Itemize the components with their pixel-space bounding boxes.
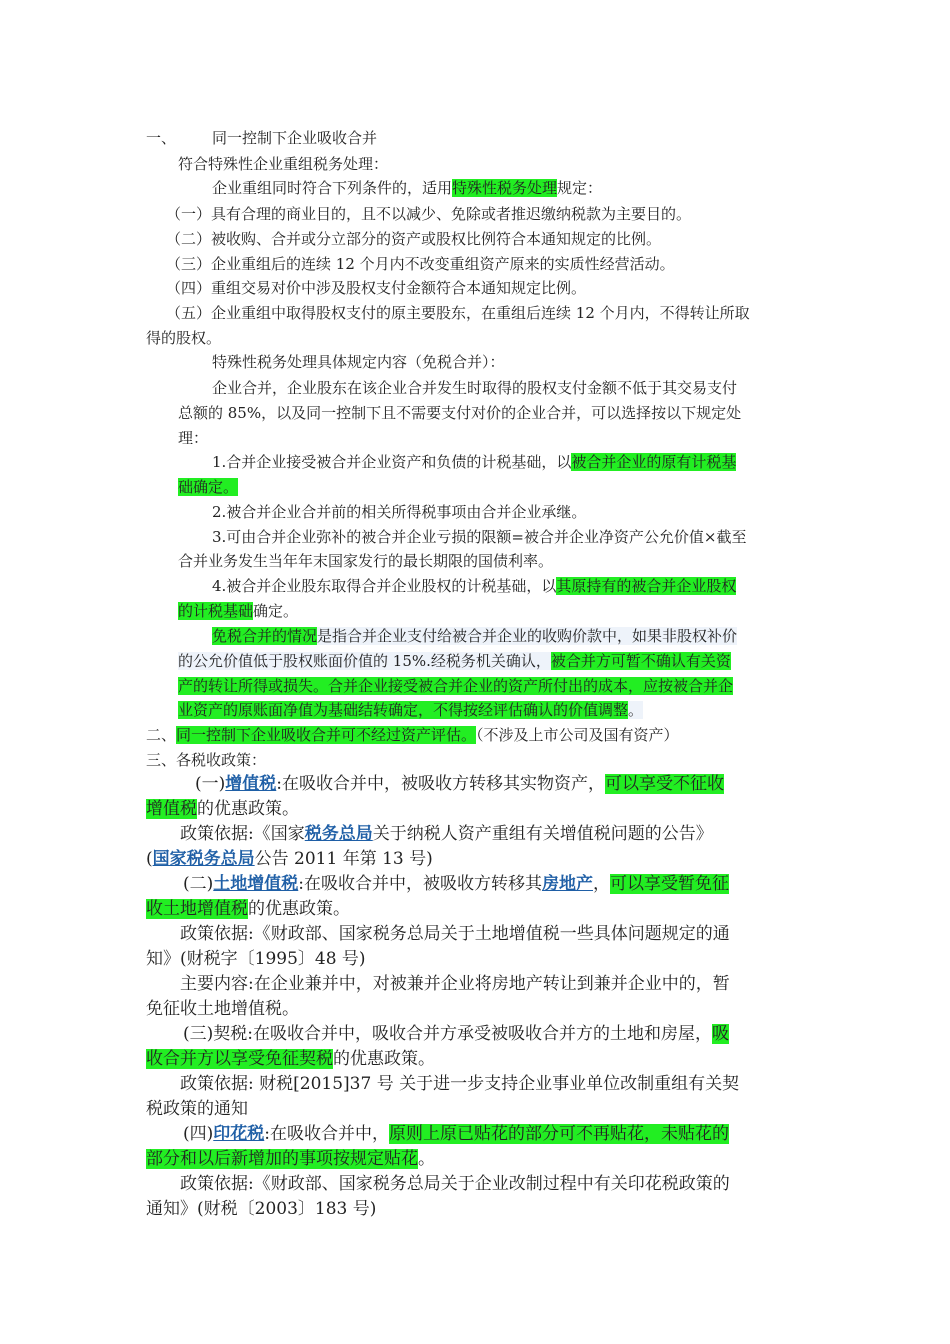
section3-title: 三、各税收政策： — [146, 751, 267, 769]
highlight-section2: 同一控制下企业吸收合并可不经过资产评估。 — [176, 726, 477, 744]
highlight-exemption: 免税合并的情况 — [212, 627, 318, 645]
deed-tax-line1: (三)契税:在吸收合并中，吸收合并方承受被吸收合并方的土地和房屋，吸 — [183, 1024, 729, 1044]
rule-1: 1.合并企业接受被合并企业资产和负债的计税基础，以被合并企业的原有计税基 — [212, 453, 737, 471]
highlight-rule-1: 被合并企业的原有计税基 — [571, 453, 737, 471]
section1-title: 同一控制下企业吸收合并 — [212, 129, 378, 147]
exemption-line1: 免税合并的情况是指合并企业支付给被合并企业的收购价款中，如果非股权补价 — [212, 627, 738, 645]
exemption-line2: 的公允价值低于股权账面价值的 15%.经税务机关确认，被合并方可暂不确认有关资 — [178, 652, 731, 670]
condition-item-5-cont: 得的股权。 — [146, 329, 222, 347]
vat-link[interactable]: 增值税 — [225, 774, 277, 794]
stamp-tax-link[interactable]: 印花税 — [213, 1124, 265, 1144]
vat-basis-line1: 政策依据:《国家税务总局关于纳税人资产重组有关增值税问题的公告》 — [180, 824, 713, 844]
rule-4: 4.被合并企业股东取得合并企业股权的计税基础，以其原持有的被合并企业股权 — [212, 577, 737, 595]
stamp-tax-line2: 部分和以后新增加的事项按规定贴花。 — [146, 1149, 435, 1169]
exemption-line3: 产的转让所得或损失。合并企业接受被合并企业的资产所付出的成本，应按被合并企 — [178, 677, 734, 695]
stamp-tax-line1: (四)印花税:在吸收合并中，原则上原已贴花的部分可不再贴花，未贴花的 — [183, 1124, 729, 1144]
section1-intro: 符合特殊性企业重组税务处理： — [178, 155, 389, 173]
rule-4-cont: 的计税基础确定。 — [178, 602, 299, 620]
rule-1-cont: 础确定。 — [178, 478, 239, 496]
vat-line2: 增值税的优惠政策。 — [146, 799, 299, 819]
section1-number: 一、 — [146, 129, 177, 147]
condition-item-3: （三）企业重组后的连续 12 个月内不改变重组资产原来的实质性经营活动。 — [166, 255, 675, 273]
condition-item-1: （一）具有合理的商业目的，且不以减少、免除或者推迟缴纳税款为主要目的。 — [166, 205, 692, 223]
deed-tax-line2: 收合并方以享受免征契税的优惠政策。 — [146, 1049, 435, 1069]
merge-paragraph-line1: 企业合并，企业股东在该企业合并发生时取得的股权支付金额不低于其交易支付 — [212, 379, 738, 397]
conditions-intro: 企业重组同时符合下列条件的，适用特殊性税务处理规定： — [212, 179, 603, 197]
rule-3-cont: 合并业务发生当年年末国家发行的最长期限的国债利率。 — [178, 552, 554, 570]
vat-line1: (一)增值税:在吸收合并中，被吸收方转移其实物资产，可以享受不征收 — [195, 774, 724, 794]
rule-2: 2.被合并企业合并前的相关所得税事项由合并企业承继。 — [212, 503, 587, 521]
real-estate-link[interactable]: 房地产 — [542, 874, 593, 894]
exemption-line4: 业资产的原账面净值为基础结转确定，不得按经评估确认的价值调整。 — [178, 701, 644, 719]
rule-3: 3.可由合并企业弥补的被合并企业亏损的限额=被合并企业净资产公允价值×截至 — [212, 528, 747, 546]
merge-paragraph-line3: 理： — [178, 429, 209, 447]
stamp-basis-line1: 政策依据:《财政部、国家税务总局关于企业改制过程中有关印花税政策的 — [180, 1174, 730, 1194]
stamp-basis-line2: 通知》(财税〔2003〕183 号) — [146, 1199, 377, 1219]
section2: 二、同一控制下企业吸收合并可不经过资产评估。（不涉及上市公司及国有资产） — [146, 726, 679, 744]
deed-basis-line1: 政策依据: 财税[2015]37 号 关于进一步支持企业事业单位改制重组有关契 — [180, 1074, 740, 1094]
lat-line1: (二)土地增值税:在吸收合并中，被吸收方转移其房地产，可以享受暂免征 — [183, 874, 729, 894]
lat-main-line2: 免征收土地增值税。 — [146, 999, 299, 1019]
lat-basis-line1: 政策依据:《财政部、国家税务总局关于土地增值税一些具体问题规定的通 — [180, 924, 730, 944]
lat-line2: 收土地增值税的优惠政策。 — [146, 899, 350, 919]
special-treatment-title: 特殊性税务处理具体规定内容（免税合并）： — [212, 353, 505, 371]
highlight-rule-4: 其原持有的被合并企业股权 — [556, 577, 737, 595]
tax-bureau-link[interactable]: 税务总局 — [304, 824, 373, 844]
condition-item-2: （二）被收购、合并或分立部分的资产或股权比例符合本通知规定的比例。 — [166, 230, 662, 248]
merge-paragraph-line2: 总额的 85%，以及同一控制下且不需要支付对价的企业合并，可以选择按以下规定处 — [178, 404, 742, 422]
highlight-special-tax: 特殊性税务处理 — [452, 179, 558, 197]
condition-item-5: （五）企业重组中取得股权支付的原主要股东，在重组后连续 12 个月内，不得转让所取 — [166, 304, 750, 322]
deed-basis-line2: 税政策的通知 — [146, 1099, 248, 1119]
condition-item-4: （四）重组交易对价中涉及股权支付金额符合本通知规定比例。 — [166, 279, 587, 297]
vat-basis-line2: (国家税务总局公告 2011 年第 13 号) — [146, 849, 433, 869]
state-tax-bureau-link[interactable]: 国家税务总局 — [152, 849, 255, 869]
land-vat-link[interactable]: 土地增值税 — [213, 874, 299, 894]
lat-basis-line2: 知》(财税字〔1995〕48 号) — [146, 949, 366, 969]
lat-main-line1: 主要内容:在企业兼并中，对被兼并企业将房地产转让到兼并企业中的，暂 — [180, 974, 730, 994]
